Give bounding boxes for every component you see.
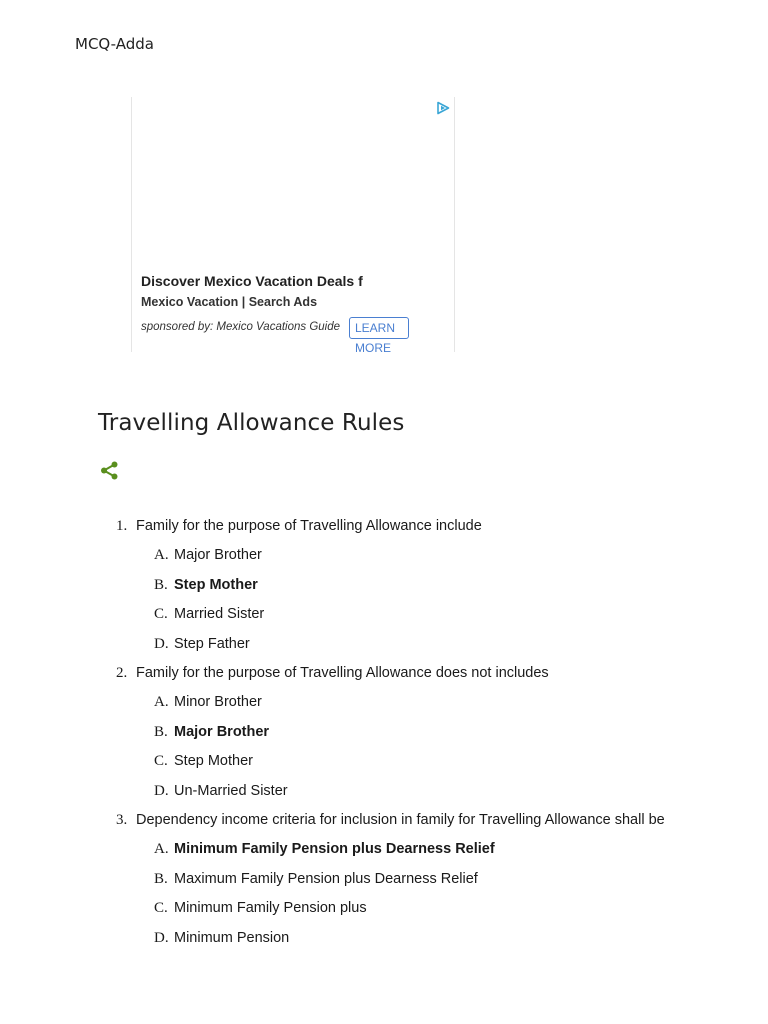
option-list xyxy=(116,541,676,659)
share-icon[interactable] xyxy=(99,460,120,481)
option-item xyxy=(154,688,676,717)
option-item xyxy=(154,600,676,629)
option-letter: D. xyxy=(154,782,169,799)
option-letter: A. xyxy=(154,547,169,564)
ad-cta-button[interactable]: LEARN MORE xyxy=(349,317,409,339)
page-title: Travelling Allowance Rules xyxy=(98,410,405,436)
question-list xyxy=(116,512,676,953)
question-item xyxy=(116,512,676,659)
advertisement[interactable] xyxy=(131,97,455,355)
ad-sponsor: sponsored by: Mexico Vacations Guide xyxy=(141,321,341,333)
option-text: Minimum Family Pension plus Dearness Relief xyxy=(174,841,495,858)
option-letter: B. xyxy=(154,723,168,740)
option-letter: D. xyxy=(154,929,169,946)
option-item xyxy=(154,630,676,659)
ad-headline[interactable]: Discover Mexico Vacation Deals f xyxy=(141,273,363,289)
option-text: Step Mother xyxy=(174,576,258,593)
option-letter: A. xyxy=(154,841,169,858)
option-item-correct xyxy=(154,571,676,600)
option-letter: C. xyxy=(154,606,168,623)
option-item xyxy=(154,865,676,894)
option-text: Married Sister xyxy=(174,606,265,623)
option-letter: C. xyxy=(154,900,168,917)
question-row xyxy=(116,659,676,688)
option-text: Major Brother xyxy=(174,547,262,564)
option-item xyxy=(154,541,676,570)
option-item xyxy=(154,924,676,953)
question-number: 1. xyxy=(116,518,128,534)
option-text: Step Mother xyxy=(174,753,253,770)
option-item xyxy=(154,777,676,806)
option-item-correct xyxy=(154,718,676,747)
question-text: Family for the purpose of Travelling Allowance include xyxy=(136,518,482,534)
option-item-correct xyxy=(154,835,676,864)
ad-text-block[interactable] xyxy=(141,273,396,355)
option-letter: D. xyxy=(154,635,169,652)
question-row xyxy=(116,806,676,835)
option-text: Minimum Pension xyxy=(174,929,290,946)
option-letter: B. xyxy=(154,870,168,887)
question-item xyxy=(116,659,676,806)
option-letter: A. xyxy=(154,694,169,711)
option-item xyxy=(154,747,676,776)
option-text: Step Father xyxy=(174,635,250,652)
option-text: Major Brother xyxy=(174,723,270,740)
option-list xyxy=(116,688,676,806)
ad-subtitle: Mexico Vacation | Search Ads xyxy=(141,295,318,309)
adchoices-icon[interactable] xyxy=(436,101,450,115)
site-logo-link[interactable]: MCQ-Adda xyxy=(75,35,154,53)
question-number: 2. xyxy=(116,665,128,682)
option-text: Minimum Family Pension plus xyxy=(174,900,367,917)
question-text: Family for the purpose of Travelling Allowance does not includes xyxy=(136,665,549,682)
question-row xyxy=(116,512,676,541)
option-item xyxy=(154,894,676,923)
question-item xyxy=(116,806,676,953)
option-text: Minor Brother xyxy=(174,694,262,711)
option-letter: C. xyxy=(154,753,168,770)
option-list xyxy=(116,835,676,953)
question-number: 3. xyxy=(116,812,128,829)
option-text: Maximum Family Pension plus Dearness Relief xyxy=(174,870,478,887)
option-letter: B. xyxy=(154,576,168,593)
option-text: Un-Married Sister xyxy=(174,782,288,799)
question-text: Dependency income criteria for inclusion in family for Travelling Allowance shall be xyxy=(136,812,665,829)
